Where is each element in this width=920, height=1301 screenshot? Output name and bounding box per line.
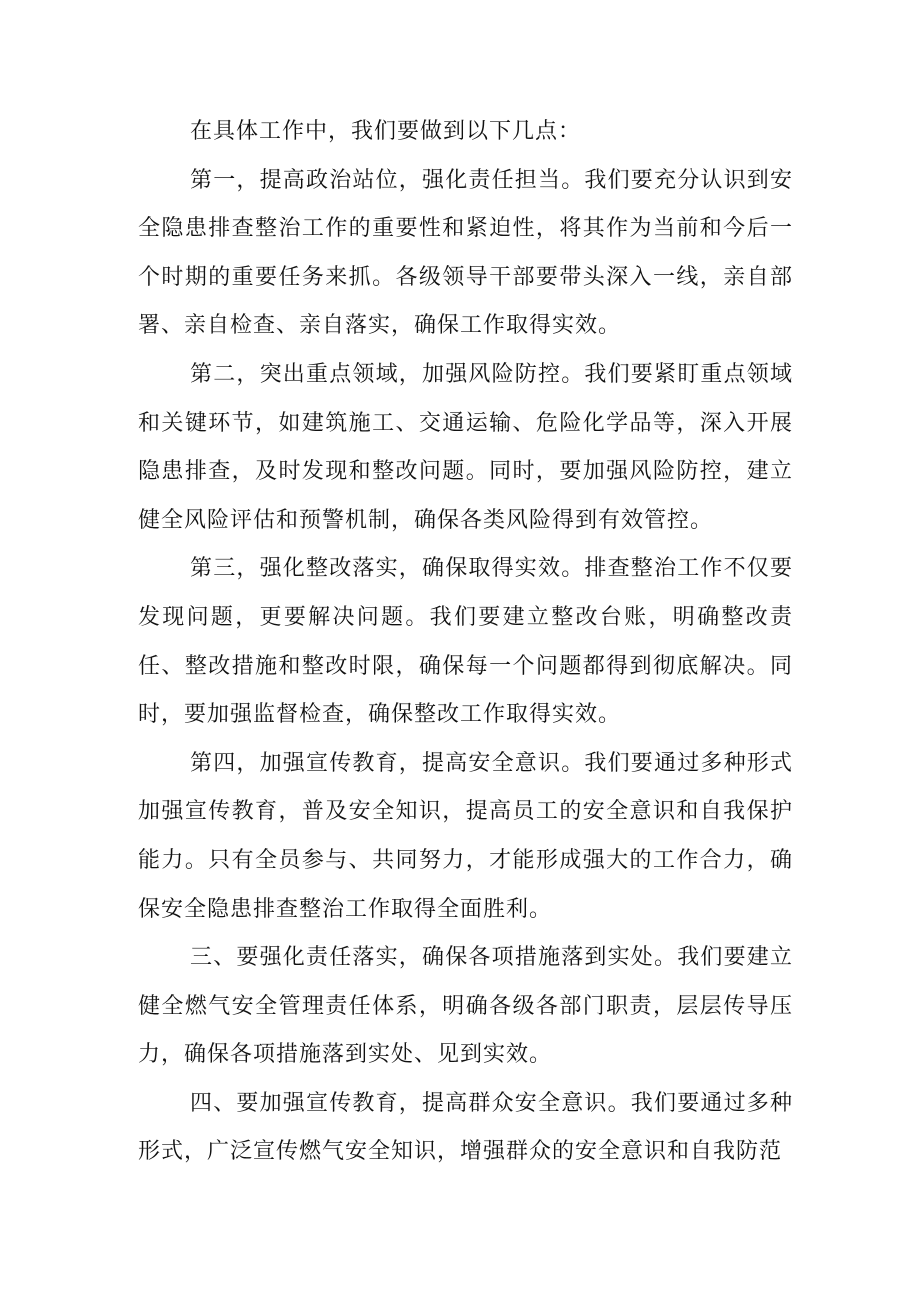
paragraph-intro: 在具体工作中，我们要做到以下几点： — [190, 119, 582, 144]
paragraph-point-3: 第三，强化整改落实，确保取得实效。排查整治工作不仅要发现问题，更要解决问题。我们要建立整改台账，明确整改责任、整改措施和整改时限，确保每一个问题都得到彻底解决。同时，要加强监督检查，确保整改工作取得实效。 — [138, 556, 793, 728]
paragraph-section-3: 三、要强化责任落实，确保各项措施落到实处。我们要建立健全燃气安全管理责任体系，明确各级各部门职责，层层传导压力，确保各项措施落到实处、见到实效。 — [138, 945, 793, 1068]
paragraph-section-4: 四、要加强宣传教育，提高群众安全意识。我们要通过多种形式，广泛宣传燃气安全知识，增强群众的安全意识和自我防范 — [138, 1090, 793, 1165]
paragraph-point-2: 第二，突出重点领域，加强风险防控。我们要紧盯重点领域和关键环节，如建筑施工、交通运输、危险化学品等，深入开展隐患排查，及时发现和整改问题。同时，要加强风险防控，建立健全风险评估和预警机制，确保各类风险得到有效管控。 — [138, 361, 793, 533]
paragraph-point-4: 第四，加强宣传教育，提高安全意识。我们要通过多种形式加强宣传教育，普及安全知识，提高员工的安全意识和自我保护能力。只有全员参与、共同努力，才能形成强大的工作合力，确保安全隐患排查整治工作取得全面胜利。 — [138, 750, 793, 922]
document-body — [138, 108, 793, 1177]
paragraph-point-1: 第一，提高政治站位，强化责任担当。我们要充分认识到安全隐患排查整治工作的重要性和紧迫性，将其作为当前和今后一个时期的重要任务来抓。各级领导干部要带头深入一线，亲自部署、亲自检查、亲自落实，确保工作取得实效。 — [138, 167, 793, 339]
